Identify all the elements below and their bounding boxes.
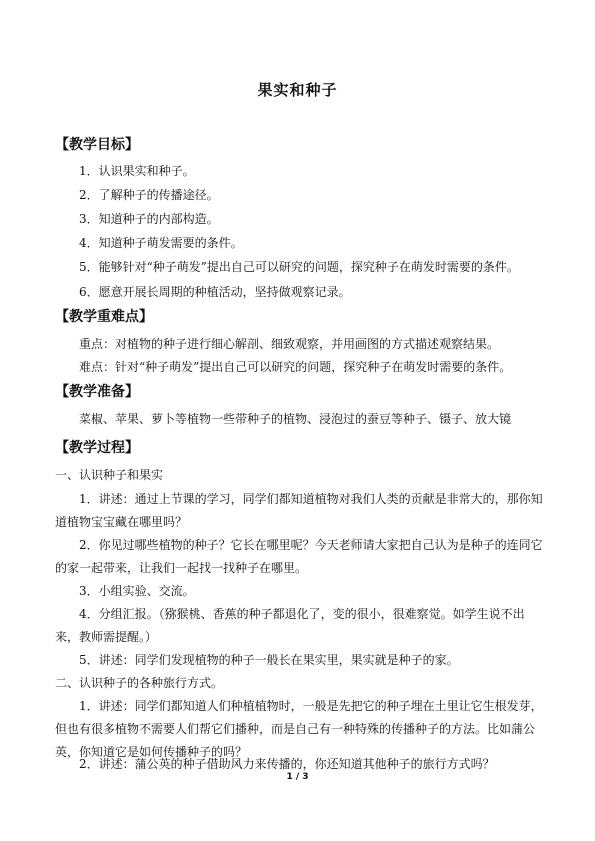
goal-item: 5．能够针对“种子萌发”提出自己可以研究的问题，探究种子在萌发时需要的条件。	[79, 260, 519, 274]
goal-item: 3．知道种子的内部构造。	[79, 212, 219, 226]
process-line: 英，你知道它是如何传播种子的吗？	[55, 745, 248, 759]
preparation-item: 菜椒、苹果、萝卜等植物一些带种子的植物、浸泡过的蚕豆等种子、镊子、放大镜	[79, 412, 512, 426]
process-line: 1．讲述：通过上节课的学习，同学们都知道植物对我们人类的贡献是非常大的，那你知	[79, 492, 543, 506]
process-line: 4．分组汇报。（猕猴桃、香蕉的种子都退化了，变的很小，很难察觉。如学生说不出	[79, 607, 525, 621]
process-line: 道植物宝宝藏在哪里吗？	[55, 515, 188, 529]
process-line: 1．讲述：同学们都知道人们种植植物时，一般是先把它的种子埋在土里让它生根发芽，	[79, 699, 543, 713]
page-number: 1 / 3	[286, 772, 309, 782]
goal-item: 1．认识果实和种子。	[79, 164, 195, 178]
process-line: 2．讲述：蒲公英的种子借助风力来传播的，你还知道其他种子的旅行方式吗？	[79, 757, 495, 771]
goal-item: 6．愿意开展长周期的种植活动，坚持做观察记录。	[79, 285, 351, 299]
section-heading-preparation: 【教学准备】	[55, 384, 139, 400]
process-line: 3．小组实验、交流。	[79, 584, 195, 598]
goal-item: 2．了解种子的传播途径。	[79, 188, 219, 202]
goal-item: 4．知道种子萌发需要的条件。	[79, 236, 243, 250]
process-line: 5．讲述：同学们发现植物的种子一般长在果实里，果实就是种子的家。	[79, 653, 459, 667]
process-line: 一、认识种子和果实	[55, 468, 164, 482]
section-heading-key-points: 【教学重难点】	[55, 309, 153, 325]
page-title: 果实和种子	[257, 81, 338, 99]
section-heading-process: 【教学过程】	[55, 440, 139, 456]
process-line: 的家一起带来，让我们一起找一找种子在哪里。	[55, 561, 308, 575]
process-line: 2．你见过哪些植物的种子？它长在哪里呢？今天老师请大家把自己认为是种子的连同它	[79, 538, 543, 552]
key-point-item: 重点：对植物的种子进行细心解剖、细致观察，并用画图的方式描述观察结果。	[79, 337, 500, 351]
process-line: 来，教师需提醒。）	[55, 630, 158, 644]
process-line: 二、认识种子的各种旅行方式。	[55, 676, 224, 690]
key-point-item: 难点：针对“种子萌发”提出自己可以研究的问题，探究种子在萌发时需要的条件。	[79, 360, 512, 374]
section-heading-goals: 【教学目标】	[55, 137, 139, 153]
process-line: 但也有很多植物不需要人们帮它们播种，而是自己有一种特殊的传播种子的方法。比如蒲公	[55, 722, 536, 736]
